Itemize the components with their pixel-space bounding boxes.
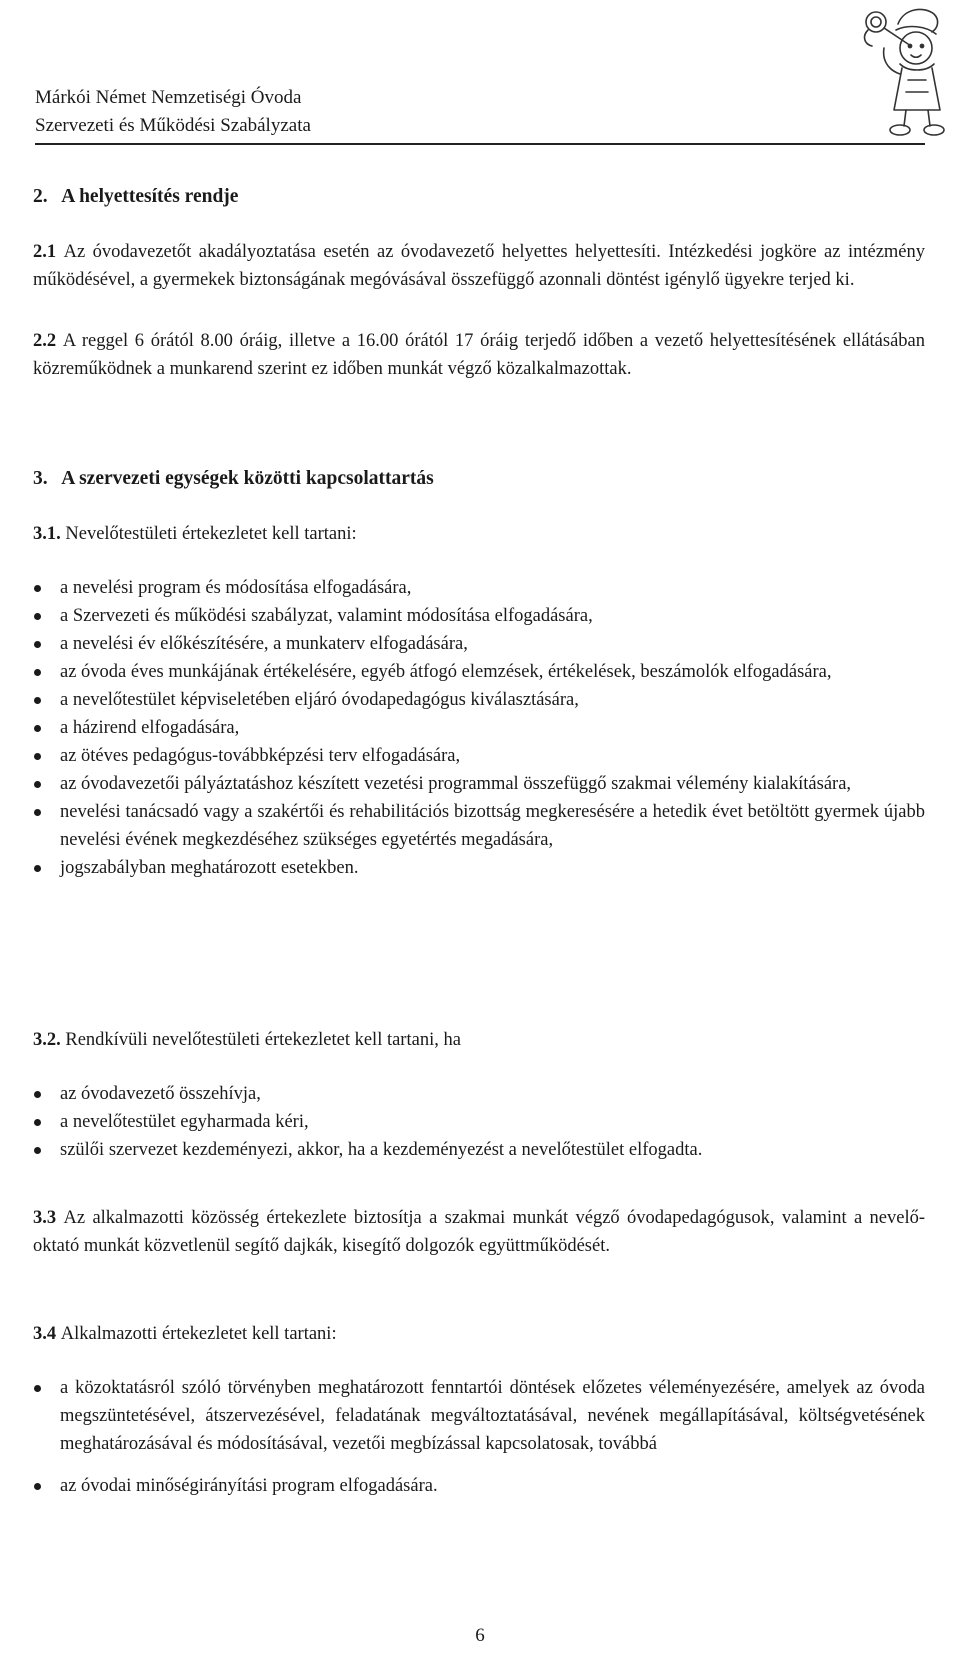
bullet-icon xyxy=(34,669,41,676)
paragraph-2-2-number: 2.2 xyxy=(33,331,57,351)
header-divider xyxy=(35,143,925,145)
bullet-icon xyxy=(34,697,41,704)
section-3 xyxy=(33,468,925,490)
paragraph-3-3-text: Az alkalmazotti közösség értekezlete biztosítja a szakmai munkát végző óvodapedagógusok, valamint a nevelő-oktató munkát közvetlenül segítő dajkák, kisegítő dolgozók együttműködését. xyxy=(33,1208,926,1256)
list-item: a nevelési év előkészítésére, a munkaterv elfogadására, xyxy=(45,630,925,658)
bullet-icon xyxy=(34,641,41,648)
list-item: szülői szervezet kezdeményezi, akkor, ha a kezdeményezést a nevelőtestület elfogadta. xyxy=(45,1136,925,1164)
paragraph-2-1-number: 2.1 xyxy=(33,242,57,262)
paragraph-3-4-number: 3.4 xyxy=(33,1324,57,1344)
list-item: az óvodai minőségirányítási program elfogadására. xyxy=(45,1472,925,1500)
paragraph-3-2-text: Rendkívüli nevelőtestületi értekezletet kell tartani, ha xyxy=(65,1030,461,1050)
paragraph-2-1 xyxy=(33,238,925,294)
paragraph-3-4-text: Alkalmazotti értekezletet kell tartani: xyxy=(60,1324,337,1344)
bullet-icon xyxy=(34,1385,41,1392)
header-institution-name: Márkói Német Nemzetiségi Óvoda xyxy=(35,87,302,108)
list-item: az óvodavezető összehívja, xyxy=(45,1080,925,1108)
list-item: a nevelőtestület egyharmada kéri, xyxy=(45,1108,925,1136)
bullet-icon xyxy=(34,1091,41,1098)
header-document-title: Szervezeti és Működési Szabályzata xyxy=(35,115,311,136)
list-item: az óvodavezetői pályáztatáshoz készített vezetési programmal összefüggő szakmai vélemény kialakítására, xyxy=(45,770,925,798)
paragraph-3-3-number: 3.3 xyxy=(33,1208,57,1228)
list-3-1 xyxy=(45,574,925,882)
list-item: nevelési tanácsadó vagy a szakértői és rehabilitációs bizottság megkeresésére a hetedik évet betöltött gyermek újabb nevelési évének megkezdéséhez szükséges egyetértés megadására, xyxy=(45,798,925,854)
section-3-heading-text: A szervezeti egységek közötti kapcsolattartás xyxy=(61,468,434,489)
bullet-icon xyxy=(34,613,41,620)
list-item: a nevelési program és módosítása elfogadására, xyxy=(45,574,925,602)
list-item: a Szervezeti és működési szabályzat, valamint módosítása elfogadására, xyxy=(45,602,925,630)
list-item: az ötéves pedagógus-továbbképzési terv elfogadására, xyxy=(45,742,925,770)
bullet-icon xyxy=(34,865,41,872)
paragraph-3-1-number: 3.1. xyxy=(33,524,61,544)
page-number: 6 xyxy=(475,1625,485,1646)
paragraph-3-2-number: 3.2. xyxy=(33,1030,61,1050)
paragraph-3-1 xyxy=(33,520,925,548)
bullet-icon xyxy=(34,585,41,592)
list-item: az óvoda éves munkájának értékelésére, egyéb átfogó elemzések, értékelések, beszámolók elfogadására, xyxy=(45,658,925,686)
bullet-icon xyxy=(34,725,41,732)
paragraph-3-1-text: Nevelőtestületi értekezletet kell tartani: xyxy=(65,524,357,544)
paragraph-2-2-text: A reggel 6 órától 8.00 óráig, illetve a 16.00 órától 17 óráig terjedő időben a vezető helyettesítésének ellátásában közreműködnek a munkarend szerint ez időben munkát végző közalkalmazottak. xyxy=(33,331,926,379)
document-header xyxy=(35,84,925,140)
list-item: a nevelőtestület képviseletében eljáró óvodapedagógus kiválasztására, xyxy=(45,686,925,714)
paragraph-2-2 xyxy=(33,327,925,383)
bullet-icon xyxy=(34,781,41,788)
list-3-4 xyxy=(45,1374,925,1500)
list-item: a házirend elfogadására, xyxy=(45,714,925,742)
paragraph-2-1-text: Az óvodavezetőt akadályoztatása esetén az óvodavezető helyettes helyettesíti. Intézkedési jogköre az intézmény működésével, a gyermekek biztonságának megóvásával összefüggő azonnali döntést igénylő ügyekre terjed ki. xyxy=(33,242,926,290)
bullet-icon xyxy=(34,1483,41,1490)
section-2 xyxy=(33,186,925,208)
section-2-heading-text: A helyettesítés rendje xyxy=(61,186,239,207)
bullet-icon xyxy=(34,1147,41,1154)
list-item: a közoktatásról szóló törvényben meghatározott fenntartói döntések előzetes véleményezésére, amelyek az óvoda megszüntetésével, átszervezésével, feladatának megváltoztatásával, nevének megállapításával, költségvetésének meghatározásával és módosításával, vezetői megbízással kapcsolatosak, továbbá xyxy=(45,1374,925,1458)
bullet-icon xyxy=(34,1119,41,1126)
bullet-icon xyxy=(34,809,41,816)
list-3-2 xyxy=(45,1080,925,1164)
section-2-heading-number: 2. xyxy=(33,186,48,207)
child-with-horn-drawing-icon xyxy=(838,0,956,140)
paragraph-3-2 xyxy=(33,1026,925,1054)
section-2-heading xyxy=(33,186,925,208)
paragraph-3-4 xyxy=(33,1320,925,1348)
list-item: jogszabályban meghatározott esetekben. xyxy=(45,854,925,882)
paragraph-3-3 xyxy=(33,1204,925,1260)
bullet-icon xyxy=(34,753,41,760)
section-3-heading-number: 3. xyxy=(33,468,48,489)
section-3-heading xyxy=(33,468,925,490)
